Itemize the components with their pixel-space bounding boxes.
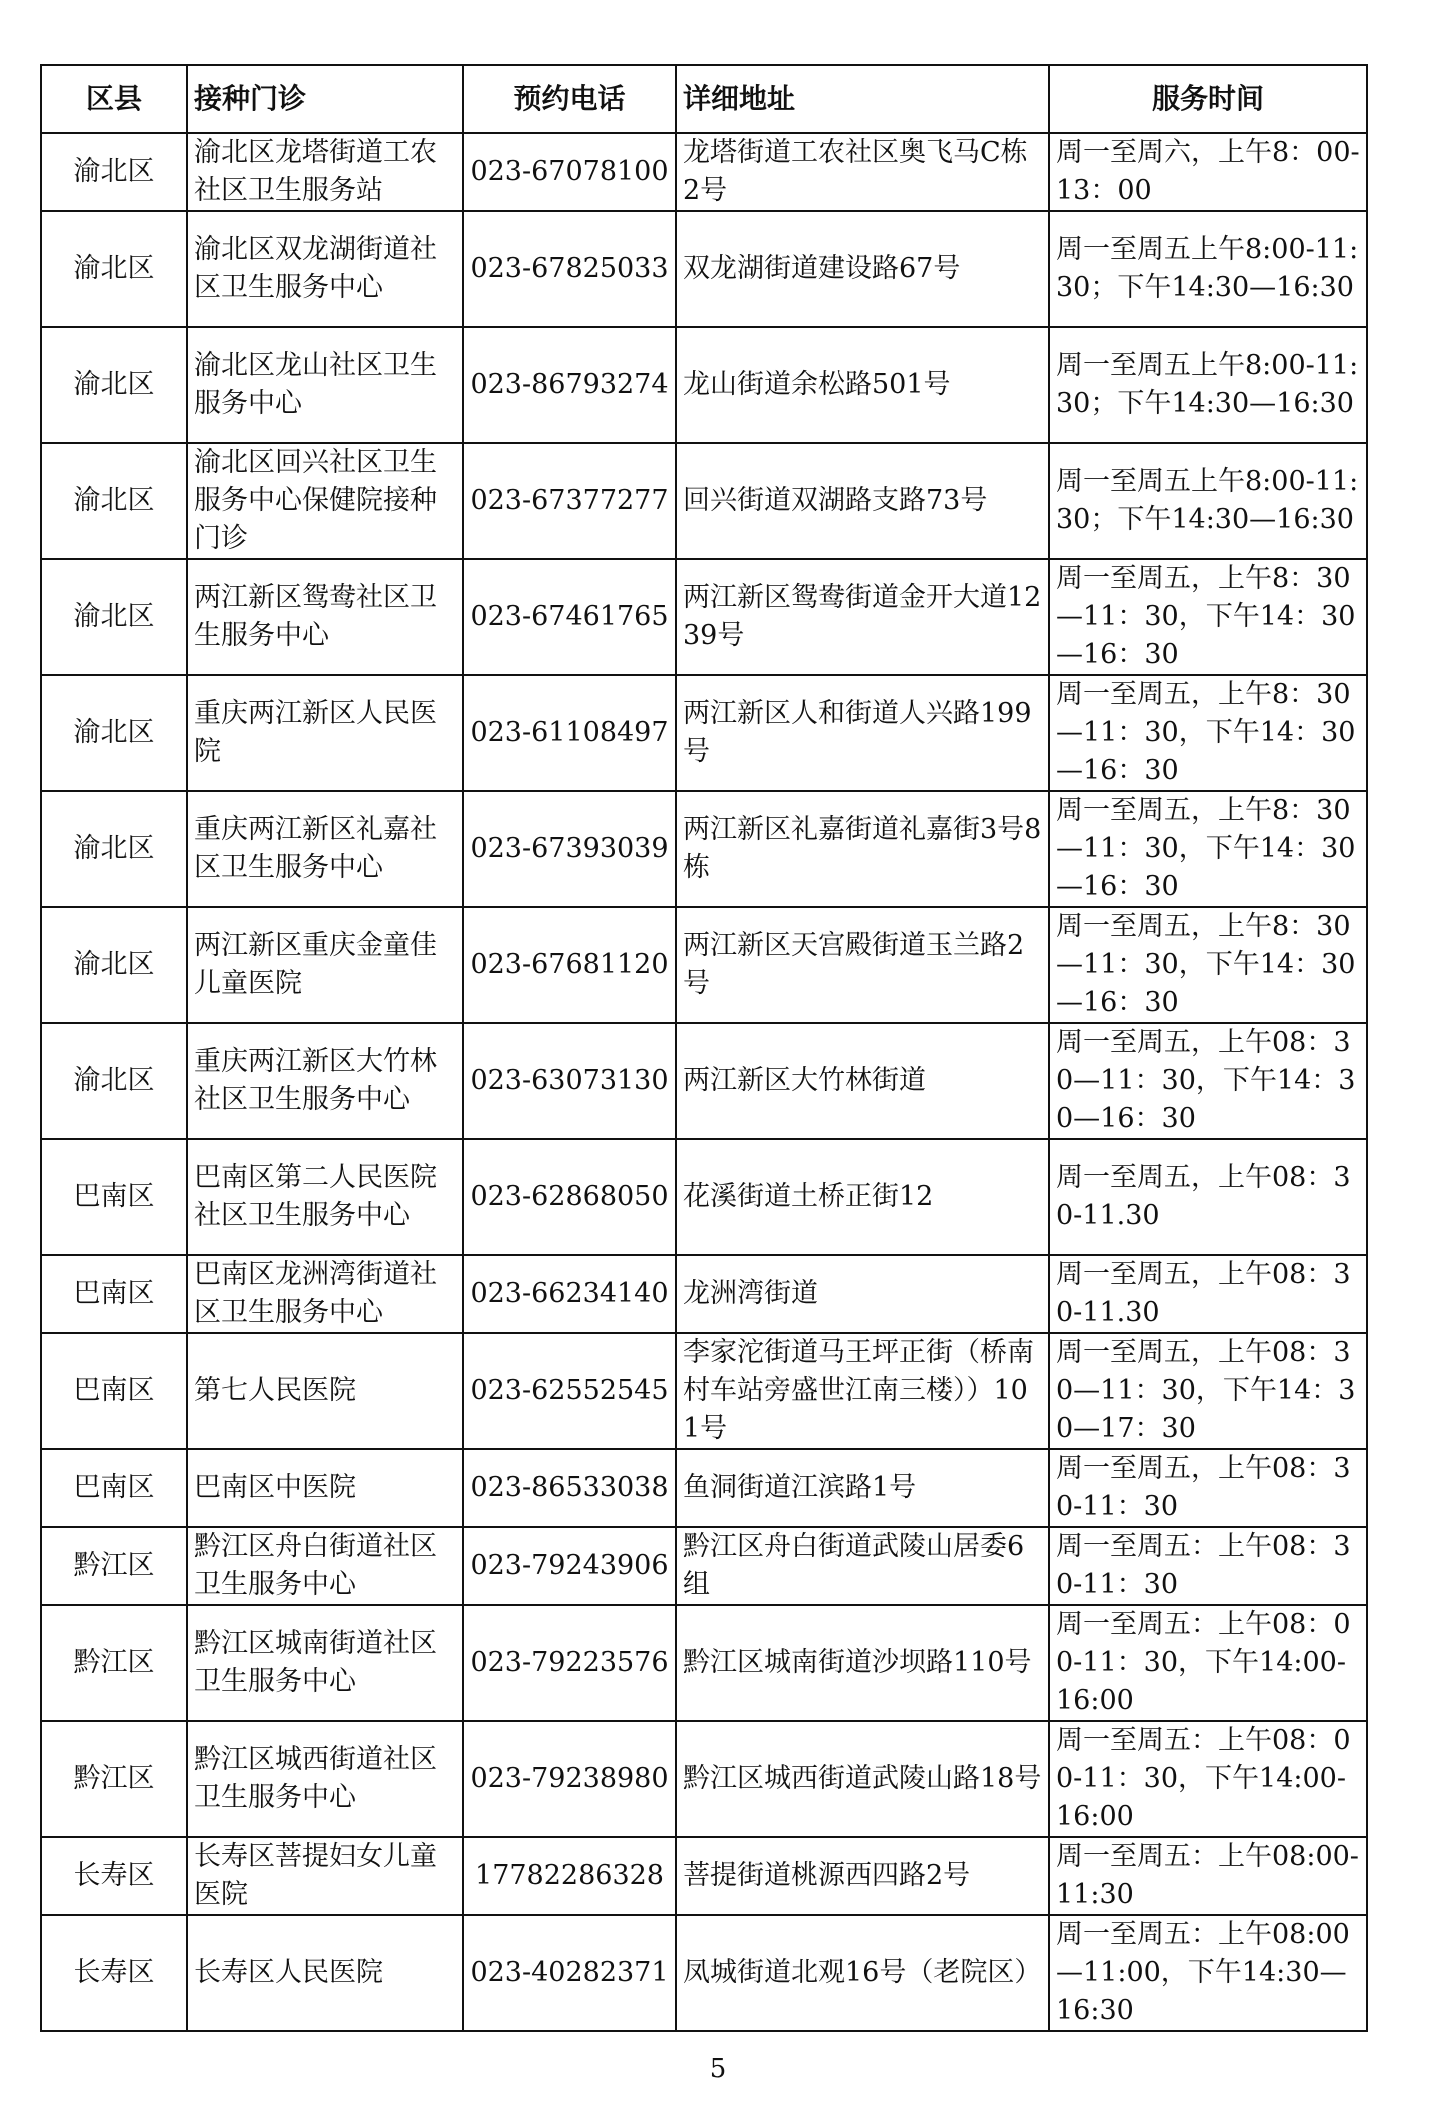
cell-clinic: 第七人民医院 (187, 1333, 463, 1449)
table-row (41, 1255, 1367, 1333)
cell-hours: 周一至周五上午8:00-11:30；下午14:30—16:30 (1049, 327, 1367, 443)
cell-address: 鱼洞街道江滨路1号 (676, 1449, 1049, 1527)
page-number: 5 (709, 2054, 727, 2084)
cell-clinic: 渝北区龙塔街道工农社区卫生服务站 (187, 133, 463, 211)
table-row (41, 211, 1367, 327)
cell-phone: 023-62552545 (463, 1333, 676, 1449)
cell-phone: 023-67377277 (463, 443, 676, 559)
cell-hours: 周一至周五，上午8：30—11：30，下午14：30—16：30 (1049, 675, 1367, 791)
cell-phone: 023-79238980 (463, 1721, 676, 1837)
cell-phone: 023-86793274 (463, 327, 676, 443)
cell-clinic: 黔江区城西街道社区卫生服务中心 (187, 1721, 463, 1837)
cell-clinic: 重庆两江新区人民医院 (187, 675, 463, 791)
cell-hours: 周一至周六，上午8：00-13：00 (1049, 133, 1367, 211)
cell-clinic: 重庆两江新区礼嘉社区卫生服务中心 (187, 791, 463, 907)
cell-district: 巴南区 (41, 1333, 187, 1449)
cell-clinic: 两江新区重庆金童佳儿童医院 (187, 907, 463, 1023)
cell-phone: 023-40282371 (463, 1915, 676, 2031)
cell-phone: 023-67681120 (463, 907, 676, 1023)
table-row (41, 327, 1367, 443)
table-row (41, 133, 1367, 211)
header-district: 区县 (41, 65, 187, 133)
cell-address: 菩提街道桃源西四路2号 (676, 1837, 1049, 1915)
cell-district: 渝北区 (41, 327, 187, 443)
cell-hours: 周一至周五，上午8：30—11：30，下午14：30—16：30 (1049, 907, 1367, 1023)
cell-clinic: 渝北区回兴社区卫生服务中心保健院接种门诊 (187, 443, 463, 559)
table-row (41, 1837, 1367, 1915)
cell-hours: 周一至周五上午8:00-11:30；下午14:30—16:30 (1049, 443, 1367, 559)
cell-hours: 周一至周五，上午08：30-11.30 (1049, 1255, 1367, 1333)
table-row (41, 907, 1367, 1023)
cell-district: 渝北区 (41, 1023, 187, 1139)
header-address: 详细地址 (676, 65, 1049, 133)
cell-hours: 周一至周五，上午08：30—11：30，下午14：30—16：30 (1049, 1023, 1367, 1139)
cell-hours: 周一至周五：上午08:00-11:30 (1049, 1837, 1367, 1915)
cell-district: 巴南区 (41, 1449, 187, 1527)
header-phone: 预约电话 (463, 65, 676, 133)
table-body (41, 133, 1367, 2031)
cell-hours: 周一至周五：上午08：30-11：30 (1049, 1527, 1367, 1605)
table-row (41, 443, 1367, 559)
cell-address: 黔江区城南街道沙坝路110号 (676, 1605, 1049, 1721)
table-row (41, 1527, 1367, 1605)
cell-address: 龙塔街道工农社区奥飞马C栋2号 (676, 133, 1049, 211)
cell-clinic: 巴南区第二人民医院社区卫生服务中心 (187, 1139, 463, 1255)
cell-district: 长寿区 (41, 1915, 187, 2031)
clinic-table (40, 64, 1368, 2032)
table-row (41, 1721, 1367, 1837)
cell-phone: 023-67461765 (463, 559, 676, 675)
cell-clinic: 巴南区中医院 (187, 1449, 463, 1527)
cell-hours: 周一至周五，上午08：30-11：30 (1049, 1449, 1367, 1527)
header-hours: 服务时间 (1049, 65, 1367, 133)
cell-clinic: 长寿区菩提妇女儿童医院 (187, 1837, 463, 1915)
cell-hours: 周一至周五：上午08：00-11：30，下午14:00-16:00 (1049, 1605, 1367, 1721)
cell-phone: 023-86533038 (463, 1449, 676, 1527)
cell-clinic: 黔江区舟白街道社区卫生服务中心 (187, 1527, 463, 1605)
cell-clinic: 两江新区鸳鸯社区卫生服务中心 (187, 559, 463, 675)
table-row (41, 791, 1367, 907)
cell-district: 渝北区 (41, 211, 187, 327)
cell-address: 花溪街道土桥正街12 (676, 1139, 1049, 1255)
cell-address: 黔江区城西街道武陵山路18号 (676, 1721, 1049, 1837)
cell-district: 渝北区 (41, 675, 187, 791)
cell-district: 黔江区 (41, 1605, 187, 1721)
cell-phone: 023-79223576 (463, 1605, 676, 1721)
cell-clinic: 巴南区龙洲湾街道社区卫生服务中心 (187, 1255, 463, 1333)
cell-hours: 周一至周五，上午8：30—11：30，下午14：30—16：30 (1049, 559, 1367, 675)
cell-district: 黔江区 (41, 1721, 187, 1837)
cell-district: 巴南区 (41, 1139, 187, 1255)
cell-hours: 周一至周五上午8:00-11:30；下午14:30—16:30 (1049, 211, 1367, 327)
cell-address: 两江新区天宫殿街道玉兰路2号 (676, 907, 1049, 1023)
cell-district: 渝北区 (41, 559, 187, 675)
cell-hours: 周一至周五：上午08:00—11:00，下午14:30—16:30 (1049, 1915, 1367, 2031)
cell-hours: 周一至周五：上午08：00-11：30，下午14:00-16:00 (1049, 1721, 1367, 1837)
cell-phone: 023-67078100 (463, 133, 676, 211)
cell-address: 回兴街道双湖路支路73号 (676, 443, 1049, 559)
cell-phone: 023-61108497 (463, 675, 676, 791)
cell-hours: 周一至周五，上午08：30-11.30 (1049, 1139, 1367, 1255)
cell-address: 龙洲湾街道 (676, 1255, 1049, 1333)
cell-phone: 023-79243906 (463, 1527, 676, 1605)
cell-clinic: 长寿区人民医院 (187, 1915, 463, 2031)
cell-district: 渝北区 (41, 907, 187, 1023)
cell-hours: 周一至周五，上午8：30—11：30，下午14：30—16：30 (1049, 791, 1367, 907)
cell-district: 渝北区 (41, 791, 187, 907)
cell-hours: 周一至周五，上午08：30—11：30，下午14：30—17：30 (1049, 1333, 1367, 1449)
cell-phone: 023-63073130 (463, 1023, 676, 1139)
table-row (41, 1915, 1367, 2031)
cell-phone: 17782286328 (463, 1837, 676, 1915)
cell-district: 渝北区 (41, 443, 187, 559)
cell-address: 龙山街道余松路501号 (676, 327, 1049, 443)
table-row (41, 1449, 1367, 1527)
cell-district: 巴南区 (41, 1255, 187, 1333)
cell-clinic: 黔江区城南街道社区卫生服务中心 (187, 1605, 463, 1721)
cell-address: 两江新区礼嘉街道礼嘉街3号8栋 (676, 791, 1049, 907)
cell-district: 渝北区 (41, 133, 187, 211)
cell-address: 凤城街道北观16号（老院区） (676, 1915, 1049, 2031)
table-row (41, 559, 1367, 675)
header-clinic: 接种门诊 (187, 65, 463, 133)
cell-clinic: 渝北区龙山社区卫生服务中心 (187, 327, 463, 443)
cell-clinic: 重庆两江新区大竹林社区卫生服务中心 (187, 1023, 463, 1139)
cell-address: 两江新区人和街道人兴路199号 (676, 675, 1049, 791)
cell-clinic: 渝北区双龙湖街道社区卫生服务中心 (187, 211, 463, 327)
table-row (41, 1605, 1367, 1721)
cell-phone: 023-62868050 (463, 1139, 676, 1255)
cell-district: 黔江区 (41, 1527, 187, 1605)
cell-district: 长寿区 (41, 1837, 187, 1915)
table-row (41, 675, 1367, 791)
table-row (41, 1333, 1367, 1449)
cell-address: 双龙湖街道建设路67号 (676, 211, 1049, 327)
cell-address: 两江新区鸳鸯街道金开大道1239号 (676, 559, 1049, 675)
cell-phone: 023-66234140 (463, 1255, 676, 1333)
table-row (41, 1023, 1367, 1139)
cell-address: 李家沱街道马王坪正街（桥南村车站旁盛世江南三楼））101号 (676, 1333, 1049, 1449)
cell-phone: 023-67825033 (463, 211, 676, 327)
table-header (41, 65, 1367, 133)
cell-address: 两江新区大竹林街道 (676, 1023, 1049, 1139)
header-row (41, 65, 1367, 133)
table-row (41, 1139, 1367, 1255)
cell-address: 黔江区舟白街道武陵山居委6组 (676, 1527, 1049, 1605)
cell-phone: 023-67393039 (463, 791, 676, 907)
